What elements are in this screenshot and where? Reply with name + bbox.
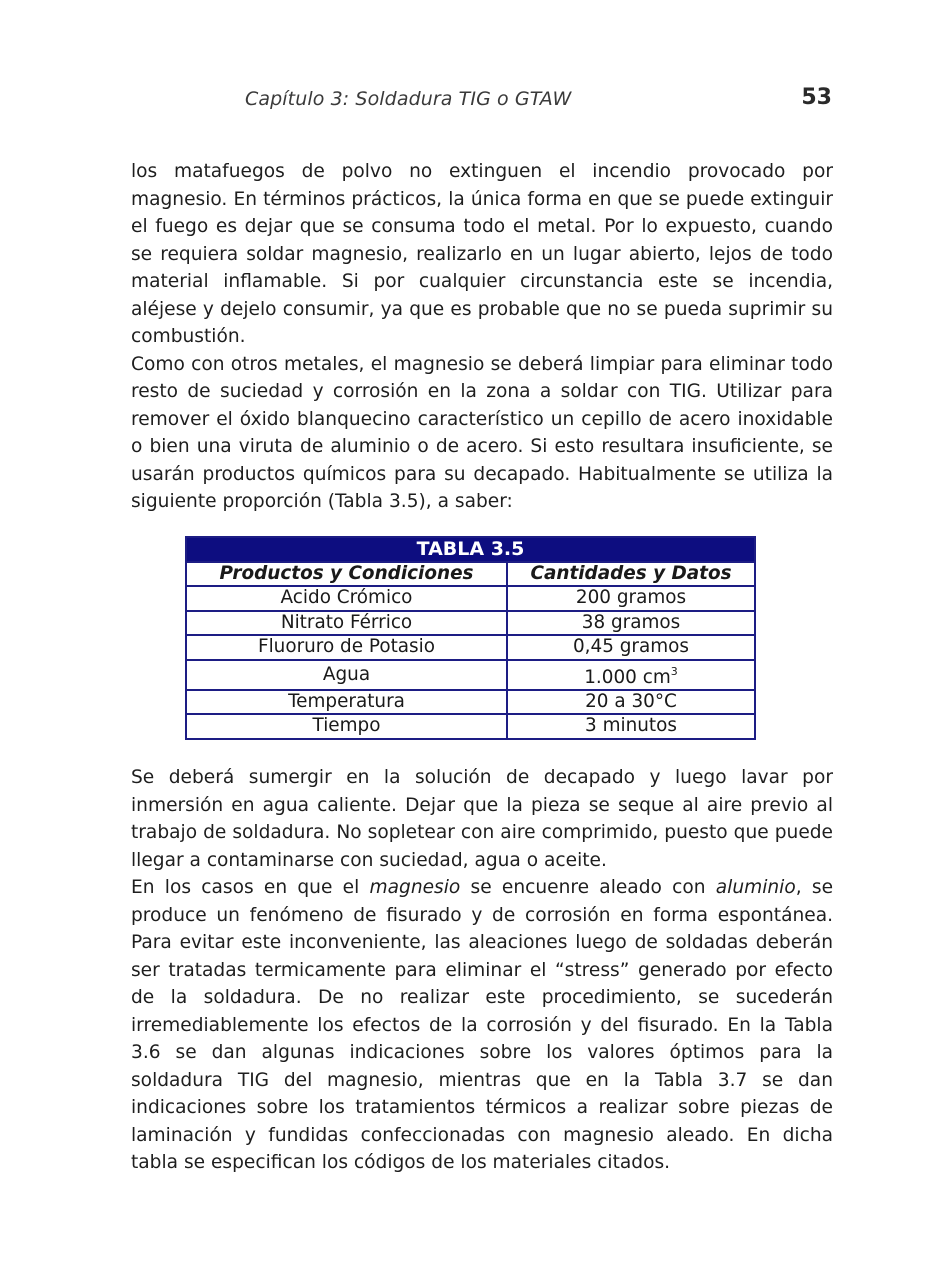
table-cell: 200 gramos (507, 586, 755, 611)
page-number: 53 (801, 85, 832, 110)
table-row (186, 611, 755, 636)
table-3-5 (185, 536, 756, 740)
table-title: TABLA 3.5 (186, 537, 755, 562)
text-run: se encuenre aleado con (460, 877, 716, 898)
paragraph: los matafuegos de polvo no extinguen el incendio provocado por magnesio. En términos prácticos, la única forma en que se puede extinguir el fuego es dejar que se consuma todo el metal. Por lo expuesto, cuando se requiera soldar magnesio, realizarlo en un lugar abierto, lejos de todo material inflamable. Si por cualquier circunstancia este se incendia, aléjese y dejelo consumir, ya que es probable que no se pueda suprimir su combustión. (131, 161, 833, 347)
table-row (186, 635, 755, 660)
table-cell: Fluoruro de Potasio (186, 635, 507, 660)
table-row (186, 714, 755, 739)
column-header: Productos y Condiciones (186, 562, 507, 587)
table-cell (507, 660, 755, 690)
table-cell: Temperatura (186, 690, 507, 715)
chapter-header: Capítulo 3: Soldadura TIG o GTAW (245, 88, 572, 110)
table-row (186, 690, 755, 715)
text-run: En los casos en que el (131, 877, 370, 898)
text-run: , se produce un fenómeno de fisurado y de corrosión en forma espontánea. Para evitar este inconveniente, las aleaciones luego de soldadas deberán ser tratadas termicamente para eliminar el “stress” generado por efecto de la soldadura. De no realizar este procedimiento, se sucederán irremediablemente los efectos de la corrosión y del fisurado. En la Tabla 3.6 se dan algunas indicaciones sobre los valores óptimos para la soldadura TIG del magnesio, mientras que en la Tabla 3.7 se dan indicaciones sobre los tratamientos térmicos a realizar sobre piezas de laminación y fundidas confeccionadas con magnesio aleado. En dicha tabla se especifican los códigos de los materiales citados. (131, 877, 834, 1173)
paragraph (131, 874, 833, 1177)
table-cell: Tiempo (186, 714, 507, 739)
table-cell: 20 a 30°C (507, 690, 755, 715)
table-cell: Nitrato Férrico (186, 611, 507, 636)
paragraph: Se deberá sumergir en la solución de decapado y luego lavar por inmersión en agua caliente. Dejar que la pieza se seque al aire previo al trabajo de soldadura. No sopletear con aire comprimido, puesto que puede llegar a contaminarse con suciedad, agua o aceite. (131, 767, 833, 871)
paragraph: Como con otros metales, el magnesio se deberá limpiar para eliminar todo resto de suciedad y corrosión en la zona a soldar con TIG. Utilizar para remover el óxido blanquecino característico un cepillo de acero inoxidable o bien una viruta de aluminio o de acero. Si esto resultara insuficiente, se usarán productos químicos para su decapado. Habitualmente se utiliza la siguiente proporción (Tabla 3.5), a saber: (131, 353, 833, 512)
text-block-top (131, 158, 833, 516)
emphasis: aluminio (715, 877, 796, 898)
cell-value: 1.000 cm (584, 666, 671, 688)
table-row (186, 586, 755, 611)
table-cell: 3 minutos (507, 714, 755, 739)
superscript: 3 (670, 664, 678, 678)
table-row (186, 660, 755, 690)
emphasis: magnesio (369, 877, 461, 898)
table-cell: Acido Crómico (186, 586, 507, 611)
table-cell: 38 gramos (507, 611, 755, 636)
table-cell: Agua (186, 660, 507, 690)
table-cell: 0,45 gramos (507, 635, 755, 660)
column-header: Cantidades y Datos (507, 562, 755, 587)
text-block-bottom (131, 764, 833, 1177)
